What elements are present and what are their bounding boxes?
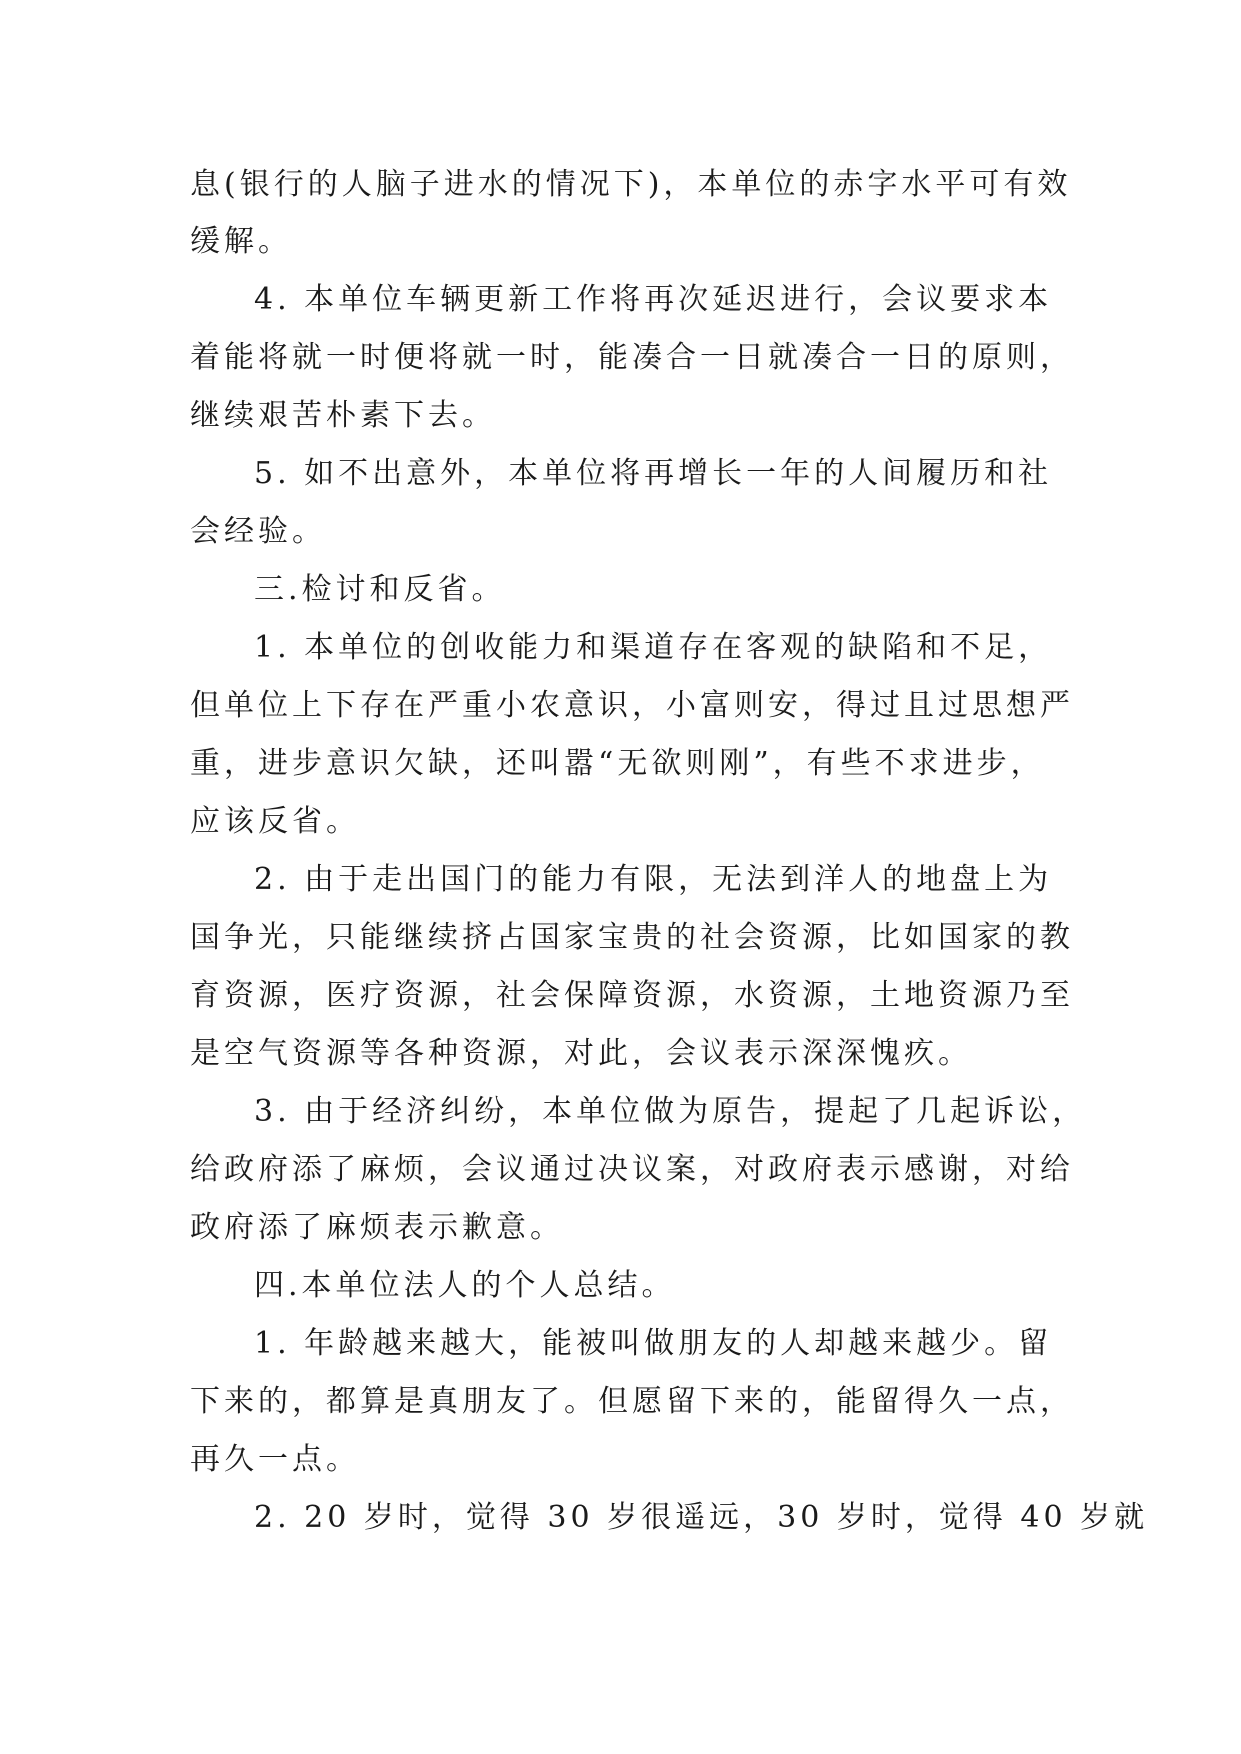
text-line: 5. 如不出意外，本单位将再增长一年的人间履历和社: [254, 456, 1053, 491]
text-line: 政府添了麻烦表示歉意。: [190, 1210, 564, 1245]
text-line: 1. 年龄越来越大，能被叫做朋友的人却越来越少。留: [254, 1326, 1053, 1361]
text-line: 1. 本单位的创收能力和渠道存在客观的缺陷和不足，: [254, 630, 1053, 665]
text-line: 应该反省。: [190, 804, 360, 839]
section-heading: 三.检讨和反省。: [254, 572, 506, 607]
text-line: 4. 本单位车辆更新工作将再次延迟进行，会议要求本: [254, 282, 1053, 317]
text-line: 给政府添了麻烦，会议通过决议案，对政府表示感谢，对给: [190, 1152, 1074, 1187]
text-line: 息(银行的人脑子进水的情况下)，本单位的赤字水平可有效: [190, 167, 1072, 202]
text-line: 会经验。: [190, 514, 326, 549]
text-line: 下来的，都算是真朋友了。但愿留下来的，能留得久一点，: [190, 1384, 1074, 1419]
text-line: 育资源，医疗资源，社会保障资源，水资源，土地资源乃至: [190, 978, 1074, 1013]
text-line: 缓解。: [190, 224, 292, 259]
text-line: 继续艰苦朴素下去。: [190, 398, 496, 433]
text-line: 但单位上下存在严重小农意识，小富则安，得过且过思想严: [190, 688, 1074, 723]
text-line: 重，进步意识欠缺，还叫嚣“无欲则刚”，有些不求进步，: [190, 746, 1045, 781]
text-line: 2. 由于走出国门的能力有限，无法到洋人的地盘上为: [254, 862, 1053, 897]
text-line: 3. 由于经济纠纷，本单位做为原告，提起了几起诉讼，: [254, 1094, 1087, 1129]
text-line: 是空气资源等各种资源，对此，会议表示深深愧疚。: [190, 1036, 972, 1071]
section-heading: 四.本单位法人的个人总结。: [254, 1268, 676, 1303]
text-line: 着能将就一时便将就一时，能凑合一日就凑合一日的原则，: [190, 340, 1074, 375]
text-line: 国争光，只能继续挤占国家宝贵的社会资源，比如国家的教: [190, 920, 1074, 955]
text-line: 再久一点。: [190, 1442, 360, 1477]
text-line: 2. 20 岁时，觉得 30 岁很遥远，30 岁时，觉得 40 岁就: [254, 1500, 1149, 1535]
